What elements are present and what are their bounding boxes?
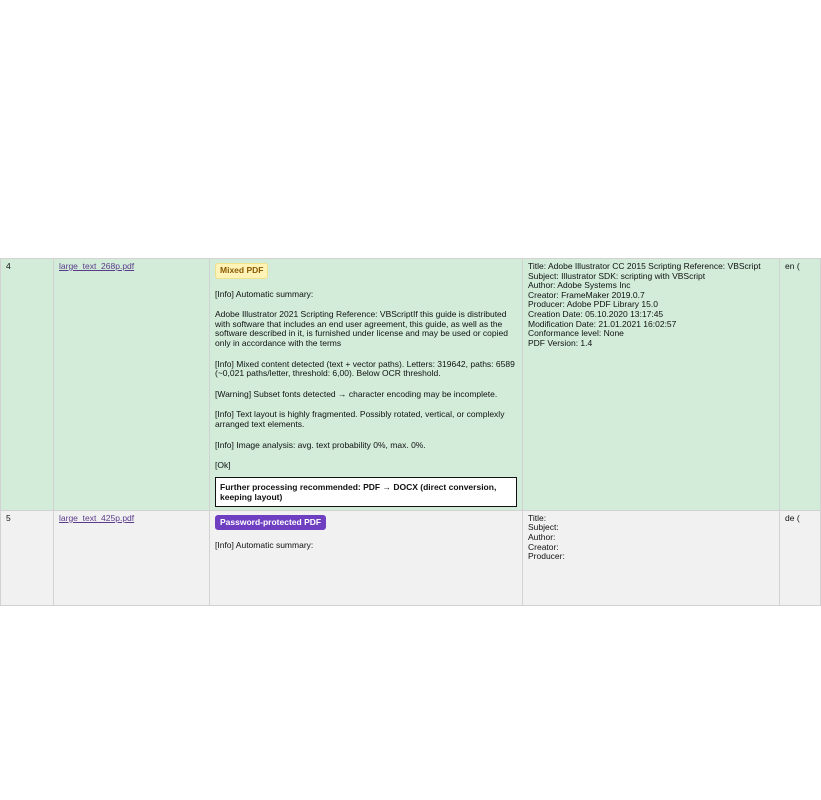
language-cell: de ( (780, 510, 821, 605)
pdf-analysis-table (0, 258, 821, 606)
meta-author: Author: (528, 531, 556, 542)
mixed-pdf-badge: Mixed PDF (215, 263, 268, 279)
language-cell: en ( (780, 259, 821, 511)
file-link[interactable]: large_text_425p.pdf (59, 512, 135, 523)
summary-heading: [Info] Automatic summary: (215, 288, 314, 299)
analysis-cell (210, 510, 523, 605)
meta-producer: Producer: Adobe PDF Library 15.0 (528, 299, 658, 310)
password-pdf-badge: Password-protected PDF (215, 515, 326, 531)
table-row (1, 510, 821, 605)
file-link[interactable]: large_text_268p.pdf (59, 261, 135, 271)
summary-heading: [Info] Automatic summary: (215, 540, 314, 551)
info-text-layout: [Info] Text layout is highly fragmented. Possibly rotated, vertical, or complexly arranged text elements. (215, 409, 505, 429)
meta-pdf-version: PDF Version: 1.4 (528, 337, 593, 348)
ok-status: [Ok] (215, 460, 231, 471)
analysis-cell (210, 259, 523, 511)
cell-filler (215, 562, 517, 602)
meta-creator: Creator: FrameMaker 2019.0.7 (528, 289, 645, 300)
report-viewport (0, 258, 800, 562)
meta-creator: Creator: (528, 541, 559, 552)
meta-modification-date: Modification Date: 21.01.2021 16:02:57 (528, 318, 677, 329)
meta-title: Title: (528, 512, 547, 523)
info-mixed-content: [Info] Mixed content detected (text + vector paths). Letters: 319642, paths: 6589 (~0,021 paths/letter, threshold: 6,00). Below OCR threshold. (215, 358, 515, 379)
row-number: 5 (1, 510, 54, 605)
meta-creation-date: Creation Date: 05.10.2020 13:17:45 (528, 308, 664, 319)
meta-author: Author: Adobe Systems Inc (528, 280, 631, 291)
meta-subject: Subject: (528, 522, 559, 533)
metadata-cell (523, 510, 780, 605)
summary-text: Adobe Illustrator 2021 Scripting Reference: VBScriptIf this guide is distributed with software that includes an end user agreement, this guide, as well as the software described in it, is furnished under license and may be used or copied only in accordance with the terms (215, 309, 508, 348)
warning-subset-fonts: [Warning] Subset fonts detected → character encoding may be incomplete. (215, 388, 498, 399)
row-number: 4 (1, 259, 54, 511)
metadata-cell (523, 259, 780, 511)
table-row (1, 259, 821, 511)
meta-title: Title: Adobe Illustrator CC 2015 Scripting Reference: VBScript (528, 261, 761, 271)
meta-producer: Producer: (528, 551, 565, 562)
meta-subject: Subject: Illustrator SDK: scripting with VBScript (528, 270, 706, 281)
file-cell (54, 510, 210, 605)
recommendation-box: Further processing recommended: PDF → DOCX (direct conversion, keeping layout) (215, 477, 517, 507)
info-image-analysis: [Info] Image analysis: avg. text probability 0%, max. 0%. (215, 439, 426, 450)
meta-conformance: Conformance level: None (528, 328, 624, 339)
file-cell (54, 259, 210, 511)
